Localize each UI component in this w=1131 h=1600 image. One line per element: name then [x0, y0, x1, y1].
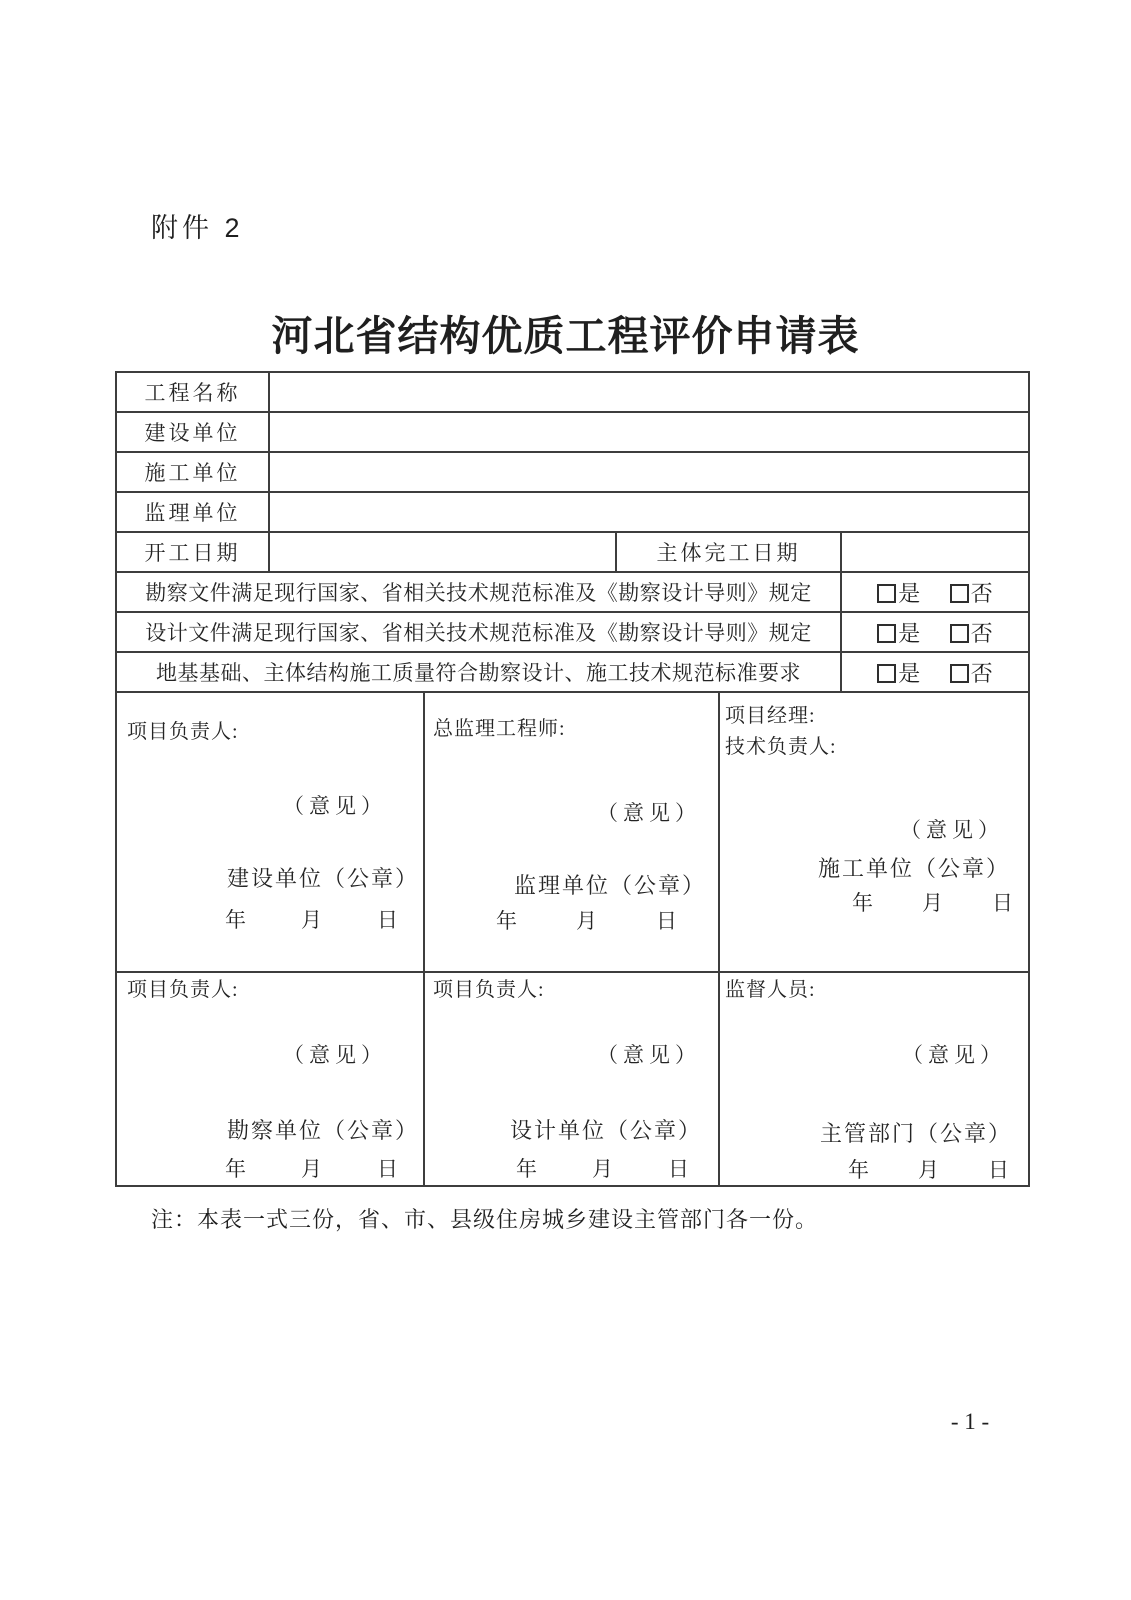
signature-row-2 — [116, 972, 1029, 1186]
field-label-project-name: 工程名称 — [116, 372, 269, 412]
field-label-contractor-unit: 施工单位 — [116, 452, 269, 492]
footnote: 注：本表一式三份，省、市、县级住房城乡建设主管部门各一份。 — [151, 1207, 819, 1232]
attachment-label: 附件 2 — [151, 213, 244, 243]
checkbox-no-label: 否 — [970, 620, 993, 646]
row-construction-unit — [116, 412, 1029, 452]
row-project-name — [116, 372, 1029, 412]
field-input-project-name[interactable] — [269, 372, 1029, 412]
checkbox-no-label: 否 — [970, 580, 993, 606]
checkbox-option-no[interactable] — [950, 617, 993, 648]
check-cell-foundation — [841, 652, 1029, 692]
opinion-label: （意见） — [283, 794, 387, 818]
signer-label: 项目负责人: — [433, 979, 545, 1001]
field-label-supervision-unit: 监理单位 — [116, 492, 269, 532]
field-label-completion-date: 主体完工日期 — [616, 532, 841, 572]
row-supervision-unit — [116, 492, 1029, 532]
field-input-start-date[interactable] — [269, 532, 616, 572]
sign-cell-survey-unit — [116, 972, 424, 1186]
checkbox-option-yes[interactable] — [877, 657, 920, 688]
check-cell-design — [841, 612, 1029, 652]
checkbox-option-no[interactable] — [950, 657, 993, 688]
signer-label: 项目负责人: — [127, 721, 239, 743]
row-dates — [116, 532, 1029, 572]
sign-cell-contractor-unit — [719, 692, 1029, 972]
field-label-start-date: 开工日期 — [116, 532, 269, 572]
requirement-statement-survey: 勘察文件满足现行国家、省相关技术规范标准及《勘察设计导则》规定 — [116, 572, 841, 612]
date-line: 年 月 日 — [225, 908, 399, 932]
checkbox-option-yes[interactable] — [877, 577, 920, 608]
signer-label: 项目经理: — [725, 705, 816, 727]
opinion-label: （意见） — [597, 1043, 701, 1067]
checkbox-no-icon[interactable] — [950, 664, 969, 683]
check-cell-survey — [841, 572, 1029, 612]
signer-label: 项目负责人: — [127, 979, 239, 1001]
stamp-label: 勘察单位（公章） — [226, 1118, 419, 1143]
sign-cell-supervision-unit — [424, 692, 719, 972]
row-check-survey — [116, 572, 1029, 612]
checkbox-option-yes[interactable] — [877, 617, 920, 648]
stamp-label: 主管部门（公章） — [820, 1121, 1013, 1146]
date-line: 年 月 日 — [848, 1158, 1011, 1182]
requirement-statement-design: 设计文件满足现行国家、省相关技术规范标准及《勘察设计导则》规定 — [116, 612, 841, 652]
checkbox-yes-label: 是 — [898, 580, 921, 606]
opinion-label: （意见） — [597, 801, 701, 825]
opinion-label: （意见） — [283, 1043, 387, 1067]
field-input-supervision-unit[interactable] — [269, 492, 1029, 532]
field-input-construction-unit[interactable] — [269, 412, 1029, 452]
checkbox-yes-icon[interactable] — [877, 664, 896, 683]
date-line: 年 月 日 — [852, 891, 1015, 915]
date-line: 年 月 日 — [496, 909, 678, 933]
checkbox-yes-label: 是 — [898, 660, 921, 686]
sign-cell-construction-unit — [116, 692, 424, 972]
signer-label: 技术负责人: — [725, 736, 837, 758]
checkbox-no-label: 否 — [970, 660, 993, 686]
page-title: 河北省结构优质工程评价申请表 — [271, 313, 860, 359]
page-number: - 1 - — [950, 1409, 990, 1434]
opinion-label: （意见） — [902, 1043, 1007, 1067]
stamp-label: 建设单位（公章） — [226, 866, 419, 891]
stamp-label: 监理单位（公章） — [513, 873, 706, 898]
signer-label: 监督人员: — [725, 979, 816, 1001]
checkbox-no-icon[interactable] — [950, 624, 969, 643]
row-contractor-unit — [116, 452, 1029, 492]
opinion-label: （意见） — [900, 818, 1005, 842]
field-input-completion-date[interactable] — [841, 532, 1029, 572]
sign-cell-design-unit — [424, 972, 719, 1186]
field-input-contractor-unit[interactable] — [269, 452, 1029, 492]
checkbox-yes-label: 是 — [898, 620, 921, 646]
checkbox-no-icon[interactable] — [950, 584, 969, 603]
date-line: 年 月 日 — [516, 1157, 690, 1181]
checkbox-yes-icon[interactable] — [877, 624, 896, 643]
signature-row-1 — [116, 692, 1029, 972]
stamp-label: 施工单位（公章） — [818, 856, 1011, 881]
stamp-label: 设计单位（公章） — [509, 1118, 702, 1143]
row-check-foundation — [116, 652, 1029, 692]
requirement-statement-foundation: 地基基础、主体结构施工质量符合勘察设计、施工技术规范标准要求 — [116, 652, 841, 692]
signer-label: 总监理工程师: — [433, 718, 566, 740]
row-check-design — [116, 612, 1029, 652]
date-line: 年 月 日 — [225, 1157, 399, 1181]
checkbox-option-no[interactable] — [950, 577, 993, 608]
field-label-construction-unit: 建设单位 — [116, 412, 269, 452]
application-form-table — [115, 371, 1030, 1187]
sign-cell-authority-dept — [719, 972, 1029, 1186]
checkbox-yes-icon[interactable] — [877, 584, 896, 603]
